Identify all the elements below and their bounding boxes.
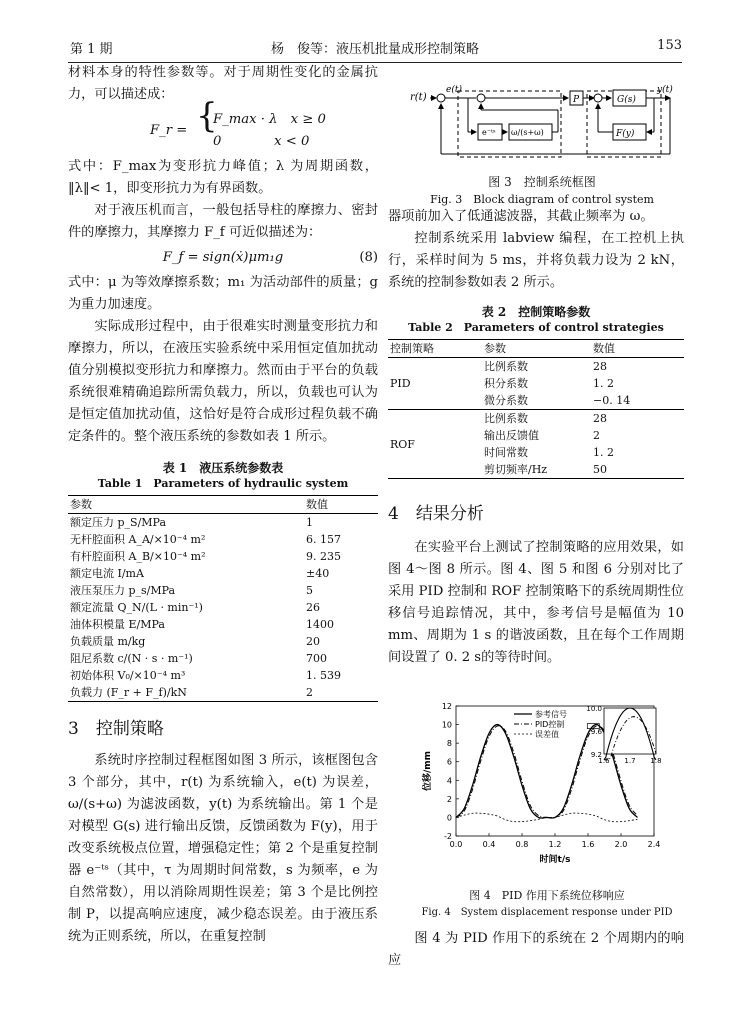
table-row	[388, 358, 684, 376]
table2	[388, 339, 684, 479]
legend-label: 参考信号	[535, 710, 567, 719]
table-row	[68, 514, 378, 532]
inset-x-tick-label: 1.6	[598, 757, 610, 765]
paragraph: 系统时序控制过程框图如图 3 所示，该框图包含 3 个部分，其中，r(t) 为系统输入，e(t) 为误差，ω/(s+ω) 为滤波函数，y(t) 为系统输出。第 1 个是对模型 G(s) 进行输出反馈，反馈函数为 F(y)，用于改变系统极点位置，增强稳定性；第 2 个是重复控制器 e⁻ᵗˢ（其中，τ 为周期时间常数，s 为频率，e 为自然常数），用以消除周期性误差；第 3 个是比例控制 P，以提高响应速度，减少稳态误差。由于液压系统为正则系统，所以，在重复控制	[68, 753, 378, 944]
paragraph: 式中：F_max为变形抗力峰值；λ 为周期函数，‖λ‖< 1，即变形抗力为有界函数。	[68, 159, 378, 196]
svg-text:G(s): G(s)	[617, 95, 636, 105]
issue-label: 第 1 期	[70, 42, 113, 57]
table-row	[68, 565, 378, 582]
svg-text:F(y): F(y)	[616, 129, 635, 139]
param-name-cell: 比例系数	[484, 360, 528, 373]
table-row	[68, 582, 378, 599]
table-row	[68, 667, 378, 684]
inset-y-tick-label: 9.6	[590, 728, 602, 736]
input-label: r(t)	[410, 92, 427, 103]
x-tick-label: 1.2	[548, 840, 562, 849]
param-name-cell: 初始体积 V₀/×10⁻⁴ m³	[70, 669, 186, 682]
equation-piecewise: F_r = { F_max · λ x ≥ 0 0 x < 0	[150, 96, 326, 149]
page-header	[0, 22, 750, 62]
param-name-cell: 有杆腔面积 A_B/×10⁻⁴ m²	[70, 550, 206, 563]
y-tick-label: 6	[446, 757, 452, 767]
figure4-chart	[418, 700, 676, 918]
param-name-cell: 比例系数	[484, 412, 528, 425]
paragraph: 在实验平台上测试了控制策略的应用效果，如图 4～图 8 所示。图 4、图 5 和图 6 分别对比了采用 PID 控制和 ROF 控制策略下的系统周期性位移信号追踪情况，其中，参考信号是幅值为 10 mm、周期为 1 s 的谐波函数，且在每个工作周期间设置了 0. 2 s的等待时间。	[388, 540, 684, 665]
page-number: 153	[657, 38, 682, 53]
paragraph: 控制系统采用 labview 编程，在工控机上执行，采样时间为 5 ms，并将负载力设为 2 kN，系统的控制参数如表 2 所示。	[388, 231, 684, 290]
figure3-block-diagram	[408, 82, 676, 206]
table1	[68, 495, 378, 702]
param-value-cell: 1400	[306, 618, 334, 631]
param-value-cell: 28	[593, 412, 607, 425]
param-name-cell: 额定电流 I/mA	[70, 567, 144, 580]
chart-svg	[418, 700, 676, 880]
param-value-cell: 5	[306, 584, 313, 597]
param-value-cell: −0. 14	[593, 394, 631, 407]
param-value-cell: 26	[306, 601, 320, 614]
y-axis-label: 位移/mm	[423, 750, 433, 792]
section-heading-3: 3 控制策略	[68, 719, 164, 739]
fig4-caption-cn: 图 4 PID 作用下系统位移响应	[469, 889, 625, 902]
y-tick-label: -2	[444, 832, 452, 841]
table-row	[68, 684, 378, 702]
inset-y-tick-label: 9.2	[590, 751, 602, 759]
y-tick-label: 0	[446, 813, 452, 823]
y-tick-label: 8	[446, 739, 452, 749]
x-axis-label: 时间t/s	[539, 855, 571, 865]
error-label: e(t)	[446, 85, 462, 95]
inset-x-tick-label: 1.8	[650, 757, 662, 765]
table-row	[68, 531, 378, 548]
param-name-cell: 额定压力 p_S/MPa	[70, 516, 167, 529]
param-value-cell: 1. 539	[306, 669, 341, 682]
param-name-cell: 积分系数	[484, 377, 528, 390]
fig3-caption-cn: 图 3 控制系统框图	[488, 175, 596, 189]
table-row	[68, 633, 378, 650]
strategy-cell: PID	[390, 377, 411, 390]
legend-label: PID控制	[535, 720, 565, 729]
table-row	[68, 599, 378, 616]
y-tick-label: 2	[446, 794, 452, 804]
table1-header: 数值	[306, 498, 328, 511]
y-tick-label: 4	[446, 776, 452, 786]
inset-y-tick-label: 10.0	[586, 705, 602, 713]
table-row	[388, 410, 684, 428]
param-name-cell: 额定流量 Q_N/(L · min⁻¹)	[70, 601, 203, 614]
param-name-cell: 剪切频率/Hz	[484, 463, 548, 476]
left-column	[68, 62, 378, 948]
series-line-3	[456, 813, 638, 822]
inset-frame	[604, 708, 656, 754]
table-row	[68, 548, 378, 565]
param-value-cell: 6. 157	[306, 533, 341, 546]
right-column	[388, 206, 684, 669]
table-row	[68, 650, 378, 667]
param-name-cell: 阻尼系数 c/(N · s · m⁻¹)	[70, 652, 193, 665]
table2-header: 参数	[484, 342, 506, 355]
param-name-cell: 负载质量 m/kg	[70, 635, 146, 648]
table2-caption-en: Table 2 Parameters of control strategies	[408, 321, 664, 334]
sum-junction	[594, 94, 602, 102]
x-tick-label: 1.6	[581, 840, 595, 849]
fig3-caption-en: Fig. 3 Block diagram of control system	[430, 193, 654, 206]
param-value-cell: 50	[593, 463, 607, 476]
sum-junction	[477, 94, 485, 102]
x-tick-label: 2.0	[614, 840, 628, 849]
table1-header: 参数	[70, 498, 92, 511]
param-name-cell: 微分系数	[484, 394, 528, 407]
block-diagram	[408, 82, 676, 162]
section-heading-4: 4 结果分析	[388, 504, 484, 524]
paragraph: 材料本身的特性参数等。对于周期性变化的金属抗力，可以描述成：	[68, 65, 378, 102]
right-column-tail	[388, 928, 684, 972]
param-value-cell: 1. 2	[593, 377, 614, 390]
paragraph: 实际成形过程中，由于很难实时测量变形抗力和摩擦力，所以，在液压实验系统中采用恒定值加扰动值分别模拟变形抗力和摩擦力。然而由于平台的负载系统很难精确追踪所需负载力，所以，负载也可认为是恒定值加扰动值，这恰好是符合成形过程负载不确定条件的。整个液压系统的参数如表 1 所示。	[68, 319, 378, 444]
fig4-caption-en: Fig. 4 System displacement response under PID	[421, 907, 673, 918]
equation-number: (8)	[359, 250, 378, 265]
table1-caption-en: Table 1 Parameters of hydraulic system	[97, 477, 349, 490]
y-tick-label: 10	[441, 720, 452, 730]
table1-caption-cn: 表 1 液压系统参数表	[162, 461, 284, 475]
param-value-cell: 20	[306, 635, 320, 648]
param-name-cell: 输出反馈值	[484, 429, 539, 442]
strategy-cell: ROF	[390, 437, 415, 451]
paragraph: 图 4 为 PID 作用下的系统在 2 个周期内的响应	[388, 931, 684, 968]
legend-label: 误差值	[535, 730, 559, 739]
output-label: y(t)	[657, 85, 673, 95]
table2-header: 控制策略	[390, 342, 434, 355]
paragraph: 对于液压机而言，一般包括导柱的摩擦力、密封件的摩擦力，其摩擦力 F_f 可近似描述为：	[68, 203, 378, 240]
inset-x-tick-label: 1.7	[624, 757, 636, 765]
param-value-cell: 28	[593, 360, 607, 373]
param-value-cell: 2	[306, 686, 313, 699]
param-name-cell: 时间常数	[484, 446, 528, 459]
running-title: 杨 俊等：液压机批量成形控制策略	[270, 42, 479, 57]
equation-friction: F_f = sign(ẋ)μm₁g (8)	[68, 247, 378, 269]
y-tick-label: 12	[441, 702, 452, 711]
x-tick-label: 0.8	[515, 840, 529, 849]
param-name-cell: 负载力 (F_r + F_f)/kN	[70, 686, 187, 699]
table2-caption-cn: 表 2 控制策略参数	[481, 305, 591, 319]
param-name-cell: 液压泵压力 p_s/MPa	[70, 584, 176, 597]
param-value-cell: 700	[306, 652, 327, 665]
paragraph: 器项前加入了低通滤波器，其截止频率为 ω。	[388, 209, 654, 224]
param-value-cell: 2	[593, 429, 600, 442]
param-value-cell: 9. 235	[306, 550, 341, 563]
param-name-cell: 油体积模量 E/MPa	[70, 618, 165, 631]
sum-junction	[437, 94, 445, 102]
param-value-cell: 1	[306, 516, 313, 529]
param-name-cell: 无杆腔面积 A_A/×10⁻⁴ m²	[70, 533, 206, 546]
x-tick-label: 0.4	[482, 840, 496, 849]
x-tick-label: 0.0	[449, 840, 463, 849]
svg-text:e⁻ᵗˢ: e⁻ᵗˢ	[482, 128, 496, 137]
x-tick-label: 2.4	[647, 840, 661, 849]
svg-text:P: P	[573, 95, 580, 105]
paragraph: 式中：μ 为等效摩擦系数；m₁ 为活动部件的质量；g 为重力加速度。	[68, 275, 378, 312]
table2-header: 数值	[593, 342, 615, 355]
table-row	[68, 616, 378, 633]
param-value-cell: ±40	[306, 567, 330, 580]
param-value-cell: 1. 2	[593, 446, 614, 459]
svg-text:ω/(s+ω): ω/(s+ω)	[511, 128, 544, 137]
